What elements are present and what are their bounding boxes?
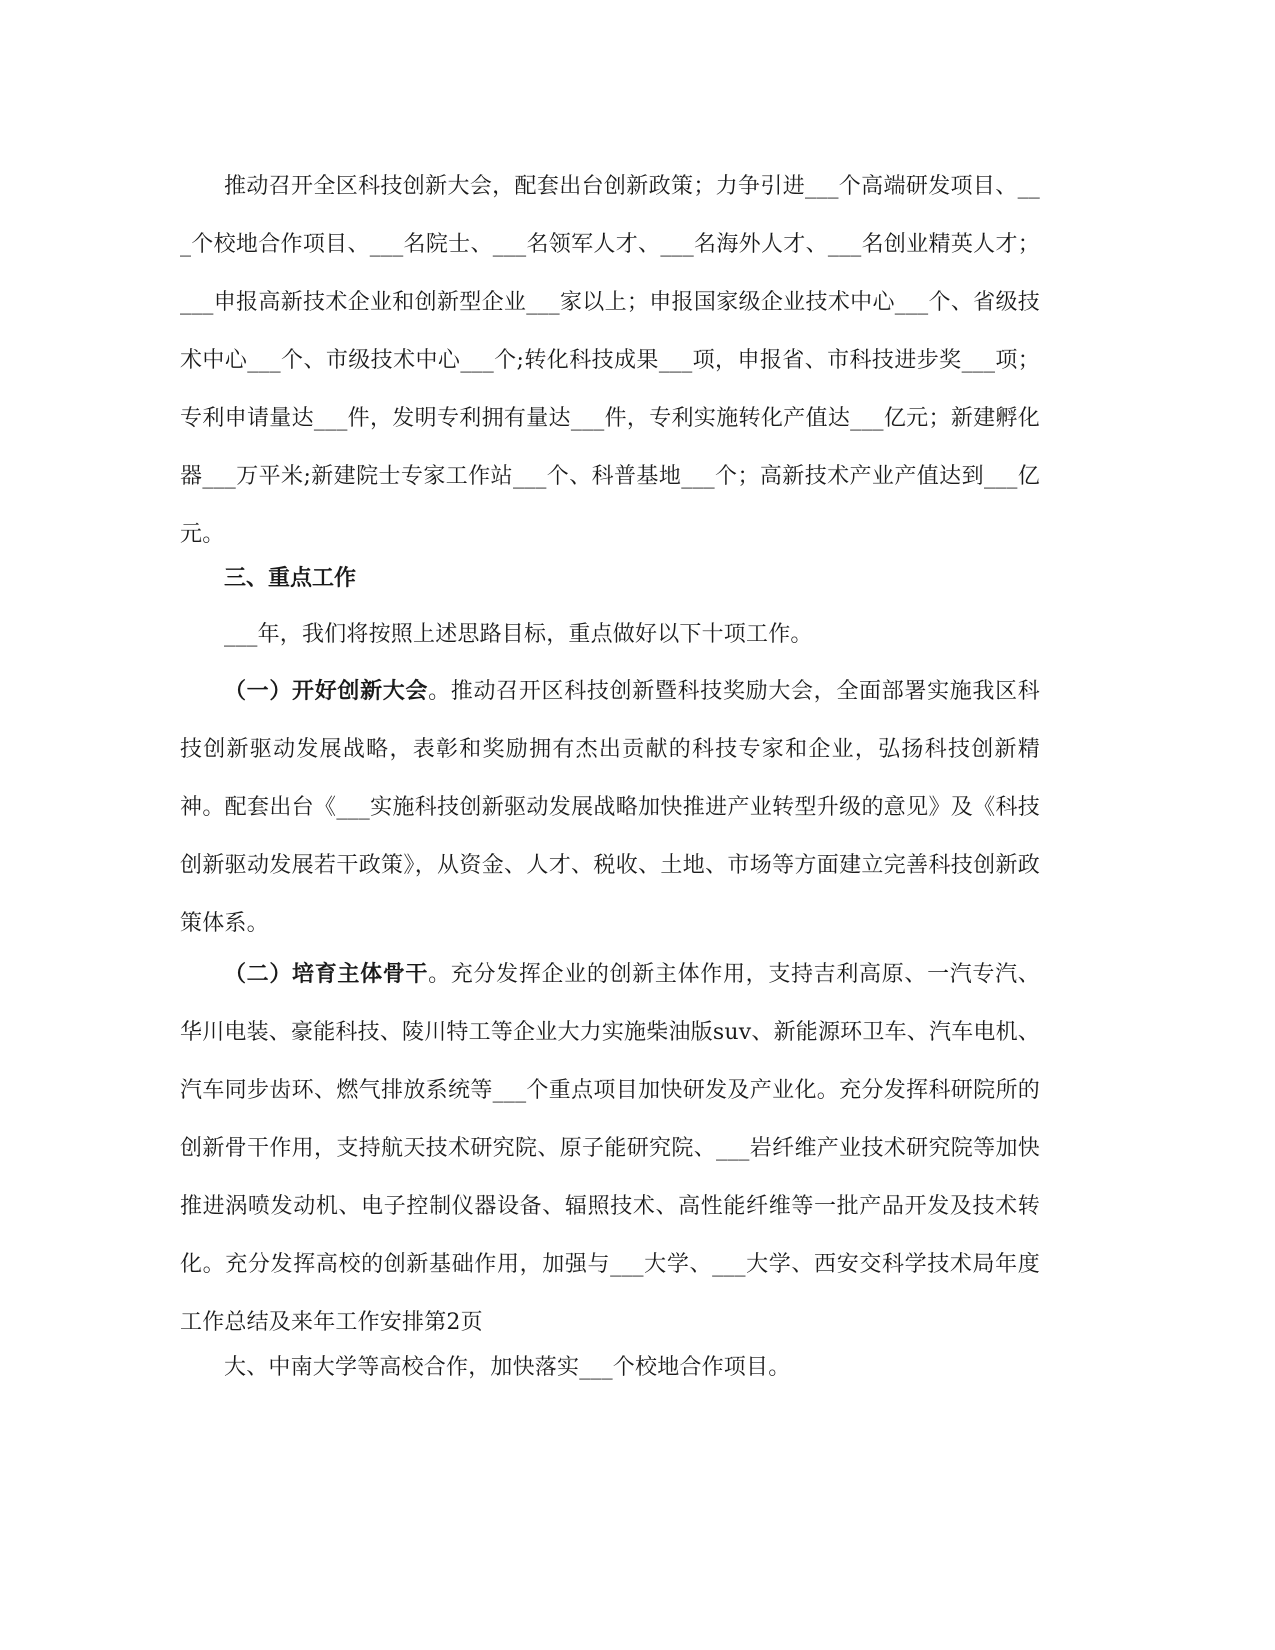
targets-paragraph: 推动召开全区科技创新大会，配套出台创新政策；力争引进___个高端研发项目、___个校地合作项目、___名院士、___名领军人才、___名海外人才、___名创业精英人才；___申报高新技术企业和创新型企业___家以上；申报国家级企业技术中心___个、省级技术中心___个、市级技术中心___个;转化科技成果___项，申报省、市科技进步奖___项；专利申请量达___件，发明专利拥有量达___件，专利实施转化产值达___亿元；新建孵化器___万平米;新建院士专家工作站___个、科普基地___个；高新技术产业产值达到___亿元。 <box>180 174 1040 547</box>
item-2-paragraph <box>180 946 1040 1352</box>
item-2-body: 。充分发挥企业的创新主体作用，支持吉利高原、一汽专汽、华川电装、豪能科技、陵川特工等企业大力实施柴油版suv、新能源环卫车、汽车电机、汽车同步齿环、燃气排放系统等___个重点项目加快研发及产业化。充分发挥科研院所的创新骨干作用，支持航天技术研究院、原子能研究院、___岩纤维产业技术研究院等加快推进涡喷发动机、电子控制仪器设备、辐照技术、高性能纤维等一批产品开发及技术转化。充分发挥高校的创新基础作用，加强与___大学、___大学、西安交科学技术局年度工作总结及来年工作安排第2页 <box>180 962 1040 1335</box>
section-heading: 三、重点工作 <box>224 566 357 591</box>
continuation-paragraph: 大、中南大学等高校合作，加快落实___个校地合作项目。 <box>224 1355 791 1380</box>
item-1-body: 。推动召开区科技创新暨科技奖励大会，全面部署实施我区科技创新驱动发展战略，表彰和奖励拥有杰出贡献的科技专家和企业，弘扬科技创新精神。配套出台《___实施科技创新驱动发展战略加快推进产业转型升级的意见》及《科技创新驱动发展若干政策》，从资金、人才、税收、土地、市场等方面建立完善科技创新政策体系。 <box>180 679 1040 936</box>
item-1-lead: （一）开好创新大会 <box>224 679 429 704</box>
item-2-lead: （二）培育主体骨干 <box>224 962 429 987</box>
item-1-paragraph <box>180 663 1040 953</box>
intro-paragraph: ___年，我们将按照上述思路目标，重点做好以下十项工作。 <box>224 622 813 647</box>
